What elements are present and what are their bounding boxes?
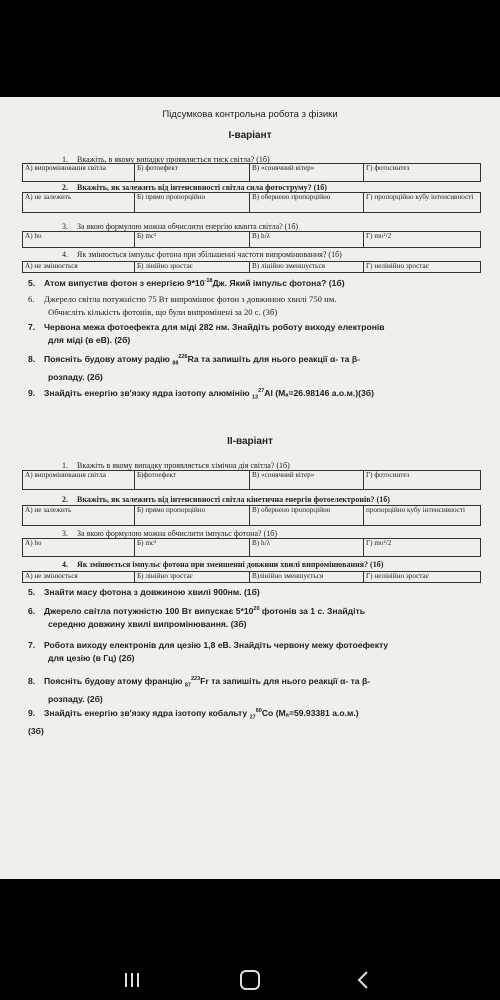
v2-problem-5: 5. Знайти масу фотона з довжиною хвилі 900нм. (1б) [28,587,260,597]
v1-problem-5: 5. Атом випустив фотон з енергією $9*10^{-18}Дж$. Який імпульс фотона? (1б) [28,277,345,288]
v1-q4-options [22,261,481,273]
v1-q2-options [22,192,481,213]
v2-problem-8: 8. Поясніть будову атому францію $_{87}^{223}$Fr та запишіть для нього реакції α- та β- розпаду. (2б) [28,675,371,704]
v1-q1-options [22,163,481,182]
option-a: А) не змінюється [23,572,135,583]
option-d: Г) фотосинтез [364,471,481,490]
v2-problem-6: 6. Джерело світла потужністю 100 Вт випускає $5*10^{20}$ фотонів за 1 с. Знайдіть середню довжину хвилі випромінювання. (3б) [28,605,365,629]
v2-q1-options [22,470,481,490]
option-d: Г) нелінійно зростає [364,572,481,583]
option-a: А) не залежить [23,193,135,213]
variant2-heading: ІІ-варіант [227,436,273,447]
option-a: А) випромінювання світла [23,164,135,182]
option-d: Г) фотосинтез [364,164,481,182]
home-icon [238,968,262,992]
option-c: В) h/λ [250,539,364,557]
option-b: Б) лінійно зростає [135,262,250,273]
v2-problem-7: 7. Робота виходу електронів для цезію 1,8 еВ. Знайдіть червону межу фотоефекту для цезію (в Гц) (2б) [28,640,389,663]
option-c: В) h/λ [250,232,364,248]
option-d: пропорційно кубу інтенсивності [364,506,481,526]
option-b: Б) фотоефект [135,164,250,182]
option-b: Б) прямо пропорційно [135,506,250,526]
option-a: А) не змінюється [23,262,135,273]
option-c: В) лінійно зменшується [250,262,364,273]
back-button[interactable] [352,968,376,992]
option-a: А) hυ [23,539,135,557]
option-d: Г) пропорційно кубу інтенсивності [364,193,481,213]
navigation-bar [0,940,500,1000]
back-icon [352,968,376,992]
v1-problem-6: 6. Джерело світла потужністю 75 Вт випромінює фотон з довжиною хвилі 750 нм. Обчисліть кількість фотонів, що були випромінені за 20 с. (3б) [28,294,337,317]
v2-q3-options [22,538,481,557]
v2-q2-options [22,505,481,526]
v1-problem-9: 9. Знайдіть енергію зв'язку ядра ізотопу алюмінію $_{13}^{27}$Al (Mₐ=26.98146 а.о.м.)(3б) [28,387,374,401]
option-b: Б) mc² [135,539,250,557]
option-d: Г) mυ²/2 [364,232,481,248]
option-c: В) «сонячний вітер» [250,164,364,182]
option-b: Б)фотоефект [135,471,250,490]
option-a: А) випромінювання світла [23,471,135,490]
option-d: Г) нелінійно зростає [364,262,481,273]
option-c: В) обернено пропорційно [250,506,364,526]
option-b: Б) mc² [135,232,250,248]
variant1-heading: І-варіант [228,130,272,141]
menu-icon [120,968,144,992]
v1-problem-7: 7. Червона межа фотоефекта для міді 282 нм. Знайдіть роботу виходу електронів для міді (в еВ). (2б) [28,322,385,345]
option-c: В)лінійно зменшується [250,572,364,583]
option-c: В) «сонячний вітер» [250,471,364,490]
v1-q3-options [22,231,481,248]
v1-problem-8: 8. Поясніть будову атому радію $_{88}^{226}$Ra та запишіть для нього реакції α- та β- розпаду. (2б) [28,353,360,382]
page-title: Підсумкова контрольна робота з фізики [162,109,338,120]
home-button[interactable] [238,968,262,992]
v2-q4-options [22,571,481,583]
option-a: А) hυ [23,232,135,248]
option-c: В) обернено пропорційно [250,193,364,213]
v2-problem-9: 9. Знайдіть енергію зв'язку ядра ізотопу кобальту $_{27}^{60}$Co (Mₐ=59.93381 а.о.м.) (3б) [28,707,359,736]
option-d: Г) mυ²/2 [364,539,481,557]
option-b: Б) прямо пропорційно [135,193,250,213]
menu-button[interactable] [120,968,144,992]
exam-paper: Підсумкова контрольна робота з фізики І-варіант 1. Вкажіть, в якому випадку проявляється тиск світла? (1б) А) випромінювання світла Б) фотоефект В) «сонячний вітер» Г) фотосинтез 2. Вкажіть, як залежить від інтенсивності світла сила фотоструму? (1б) А) не залежить Б) прямо пропорційно В) обернено пропорційно Г) пропорційно кубу інтенсивності 3. За якою формулою можна обчислити енергію кванта світла? (1б) А) hυ Б) mc² В) h/λ Г) mυ²/2 4. Як змінюється імпульс фотона при збільшенні частоти випромінювання? (1б) А) не змінюється Б) лінійно зростає В) лінійно зменшується Г) нелінійно зростає 5. Атом випустив фотон з енергією $9*10^{-18}Дж$. Який імпульс фотона? (1б) 6. Джерело світла потужністю 75 Вт випромінює фотон з довжиною хвилі 750 нм. Обчисліть кількість фотонів, що були випромінені за 20 с. (3б) 7. Червона межа фотоефекта для міді 282 нм. Знайдіть роботу виходу електронів для міді (в еВ). (2б) 8. Поясніть будову атому радію $_{88}^{226}$Ra та запишіть для нього реакції α- та β- розпаду. (2б) 9. Знайдіть енергію зв'язку ядра ізотопу алюмінію $_{13}^{27}$Al (Mₐ=26.98146 а.о.м.)(3б) ІІ-варіант 1. Вкажіть в якому випадку проявляється хімічна дія світла? (1б) А) випромінювання світла Б)фотоефект В) «сонячний вітер» Г) фотосинтез 2. Вкажіть, як залежить від інтенсивності світла кінетична енергія фотоелектронів? (1б) А) не залежить Б) прямо пропорційно В) обернено пропорційно пропорційно кубу інтенсивності 3. За якою формулою можна обчислити імпульс фотона? (1б) А) hυ Б) mc² В) h/λ Г) mυ²/2 4. Як змінюється імпульс фотона при зменшенні довжини хвилі випромінювання? (1б) А) не змінюється Б) лінійно зростає В)лінійно зменшується Г) нелінійно зростає 5. Знайти масу фотона з довжиною хвилі 900нм. (1б) 6. Джерело світла потужністю 100 Вт випускає $5*10^{20}$ фотонів за 1 с. Знайдіть середню довжину хвилі випромінювання. (3б) 7. Робота виходу електронів для цезію 1,8 еВ. Знайдіть червону межу фотоефекту для цезію (в Гц) (2б) 8. Поясніть будову атому францію $_{87}^{223}$Fr та запишіть для нього реакції α- та β- розпаду. (2б) 9. Знайдіть енергію зв'язку ядра ізотопу кобальту $_{27}^{60}$Co (Mₐ=59.93381 а.о.м.) (3б) [0,97,500,879]
option-b: Б) лінійно зростає [135,572,250,583]
option-a: А) не залежить [23,506,135,526]
